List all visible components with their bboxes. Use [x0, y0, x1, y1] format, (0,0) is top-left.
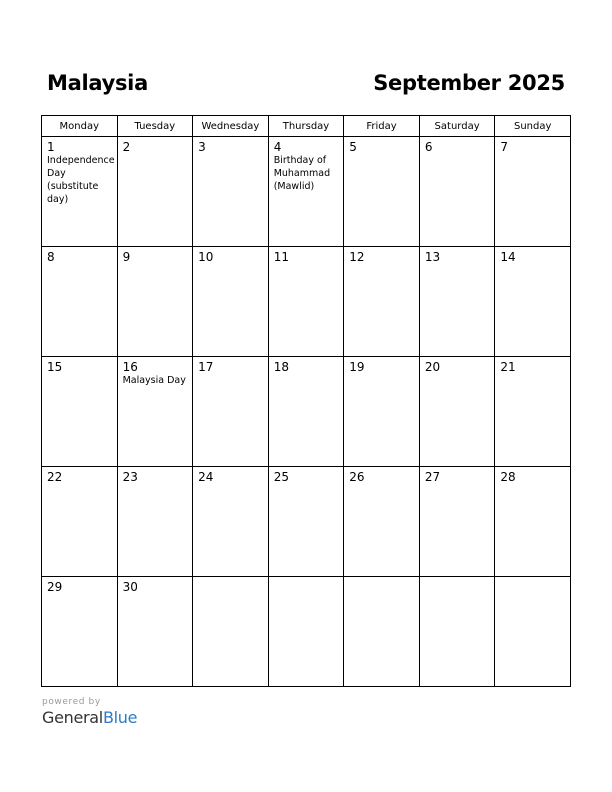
- calendar-grid: [41, 115, 571, 687]
- day-cell: [495, 247, 571, 357]
- day-cell: [419, 577, 495, 687]
- day-number: 2: [122, 140, 131, 154]
- day-number: 9: [122, 250, 131, 264]
- day-number: 12: [349, 250, 365, 264]
- day-cell: [268, 137, 344, 247]
- day-number: 11: [273, 250, 289, 264]
- day-number: 24: [198, 470, 214, 484]
- day-number: 14: [500, 250, 516, 264]
- day-cell: [42, 247, 118, 357]
- powered-by-text: powered by: [42, 697, 101, 707]
- day-cell: [193, 577, 269, 687]
- weekday-header: Saturday: [419, 116, 495, 137]
- day-number: 4: [273, 140, 282, 154]
- day-cell: [42, 467, 118, 577]
- day-cell: [268, 577, 344, 687]
- calendar-week-row: [42, 577, 571, 687]
- day-number: 27: [424, 470, 441, 484]
- day-cell: [193, 357, 269, 467]
- day-cell: [495, 467, 571, 577]
- day-cell: [419, 467, 495, 577]
- day-number: 30: [122, 580, 138, 594]
- weekday-header: Monday: [42, 116, 118, 137]
- day-cell: [344, 577, 420, 687]
- day-cell: [117, 467, 193, 577]
- footer-branding: [42, 697, 137, 727]
- calendar-week-row: [42, 247, 571, 357]
- day-number: 21: [500, 360, 516, 374]
- day-cell: [419, 247, 495, 357]
- day-number: 16: [122, 360, 138, 374]
- day-cell: [495, 357, 571, 467]
- day-number: 15: [47, 360, 63, 374]
- day-cell: [419, 137, 495, 247]
- day-number: 1: [47, 140, 55, 154]
- day-number: 28: [500, 470, 516, 484]
- weekday-header-row: [42, 116, 571, 137]
- day-number: 29: [47, 580, 63, 594]
- day-number: 19: [349, 360, 365, 374]
- holiday-label: Independence Day (substitute day): [47, 155, 115, 205]
- weekday-header: Tuesday: [117, 116, 193, 137]
- day-cell: [344, 137, 420, 247]
- weekday-header: Sunday: [495, 116, 571, 137]
- day-cell: [42, 577, 118, 687]
- day-cell: [42, 137, 118, 247]
- day-cell: [419, 357, 495, 467]
- calendar-week-row: [42, 137, 571, 247]
- day-number: 18: [273, 360, 289, 374]
- day-cell: [117, 247, 193, 357]
- day-number: 5: [349, 140, 357, 154]
- day-cell: [344, 247, 420, 357]
- day-cell: [495, 137, 571, 247]
- day-number: 26: [349, 470, 365, 484]
- calendar-week-row: [42, 467, 571, 577]
- day-cell: [268, 247, 344, 357]
- day-number: 8: [47, 250, 55, 264]
- logo-text-blue: Blue: [102, 708, 138, 727]
- day-number: 6: [424, 140, 433, 154]
- day-cell: [117, 357, 193, 467]
- generalblue-logo: [42, 708, 137, 727]
- weekday-header: Thursday: [268, 116, 344, 137]
- day-cell: [193, 247, 269, 357]
- holiday-label: Birthday of Muhammad (Mawlid): [273, 155, 331, 192]
- calendar-country-title: Malaysia: [47, 71, 148, 95]
- calendar-month-title: September 2025: [373, 71, 565, 95]
- holiday-label: Malaysia Day: [122, 375, 186, 386]
- day-cell: [193, 467, 269, 577]
- day-cell: [42, 357, 118, 467]
- day-number: 25: [273, 470, 289, 484]
- day-number: 3: [198, 140, 206, 154]
- day-number: 20: [424, 360, 441, 374]
- weekday-header: Wednesday: [193, 116, 269, 137]
- day-number: 13: [424, 250, 441, 264]
- day-cell: [268, 357, 344, 467]
- day-cell: [344, 357, 420, 467]
- weekday-header: Friday: [344, 116, 420, 137]
- day-number: 17: [198, 360, 214, 374]
- calendar-week-row: [42, 357, 571, 467]
- day-cell: [495, 577, 571, 687]
- day-number: 23: [122, 470, 138, 484]
- day-number: 22: [47, 470, 63, 484]
- day-cell: [193, 137, 269, 247]
- day-number: 10: [198, 250, 214, 264]
- logo-text-general: General: [42, 708, 103, 727]
- day-cell: [117, 137, 193, 247]
- day-number: 7: [500, 140, 509, 154]
- day-cell: [117, 577, 193, 687]
- day-cell: [344, 467, 420, 577]
- day-cell: [268, 467, 344, 577]
